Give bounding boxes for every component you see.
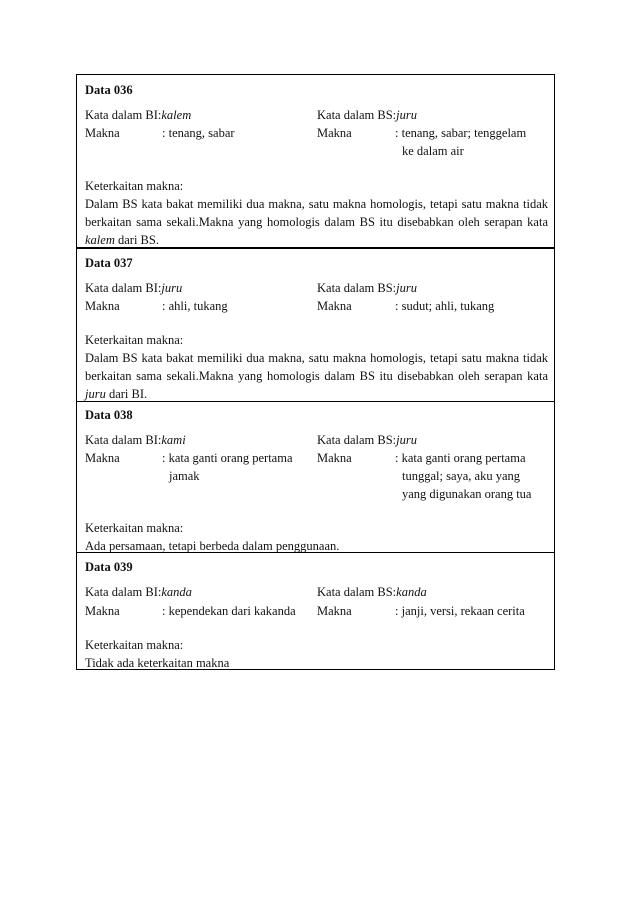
bi-meaning-line-1: : ahli, tukang [162, 299, 228, 313]
relation-text-part: dari BI. [105, 387, 148, 401]
entry-data-039 [77, 553, 554, 670]
bs-word-line [317, 433, 417, 448]
bi-meaning-line-1: : kependekan dari kakanda [162, 604, 296, 618]
relation-text [85, 349, 548, 403]
makna-label-right: Makna [317, 451, 352, 465]
entry-title: Data 037 [85, 256, 133, 270]
bs-label: Kata dalam BS: [317, 108, 397, 122]
makna-label-right: Makna [317, 126, 352, 140]
entry-title: Data 036 [85, 83, 133, 97]
makna-label-left: Makna [85, 299, 120, 313]
bi-word-line [85, 585, 192, 600]
bs-word-line [317, 281, 417, 296]
entry-title: Data 039 [85, 560, 133, 574]
bi-label: Kata dalam BI: [85, 433, 162, 447]
bi-word: kami [161, 433, 186, 447]
bi-word: kanda [161, 585, 192, 599]
bi-word: juru [161, 281, 183, 295]
makna-label-left: Makna [85, 451, 120, 465]
relation-text [85, 195, 548, 249]
bs-label: Kata dalam BS: [317, 281, 397, 295]
entry-data-037 [77, 249, 554, 401]
bi-label: Kata dalam BI: [85, 585, 162, 599]
bs-word: juru [396, 433, 417, 447]
bs-meaning-line-1: : tenang, sabar; tenggelam [395, 126, 527, 140]
relation-label: Keterkaitan makna: [85, 179, 184, 193]
bs-word-line [317, 108, 417, 123]
relation-text-italic: juru [85, 387, 106, 401]
entry-title: Data 038 [85, 408, 133, 422]
bs-word: kanda [396, 585, 427, 599]
bs-meaning-line-2: tunggal; saya, aku yang [402, 469, 521, 483]
bs-meaning-line-1: : sudut; ahli, tukang [395, 299, 495, 313]
makna-label-right: Makna [317, 299, 352, 313]
bi-word-line [85, 433, 186, 448]
relation-text-part: Dalam BS kata bakat memiliki dua makna, satu makna homologis, tetapi satu makna tidak berkaitan sama sekali.Makna yang homologis dalam BS itu disebabkan oleh serapan kata [85, 197, 548, 229]
bs-word-line [317, 585, 427, 600]
bi-label: Kata dalam BI: [85, 108, 162, 122]
bs-meaning-line-2: ke dalam air [402, 144, 464, 158]
relation-label: Keterkaitan makna: [85, 333, 184, 347]
bi-word-line [85, 108, 191, 123]
relation-text-part: dari BS. [114, 233, 159, 247]
relation-text-italic: kalem [85, 233, 115, 247]
data-table [76, 74, 555, 670]
bi-meaning-line-1: : kata ganti orang pertama [162, 451, 293, 465]
bs-word: juru [396, 108, 417, 122]
bi-word-line [85, 281, 182, 296]
makna-label-right: Makna [317, 604, 352, 618]
relation-label: Keterkaitan makna: [85, 521, 184, 535]
bi-meaning-line-1: : tenang, sabar [162, 126, 235, 140]
relation-text-part: Dalam BS kata bakat memiliki dua makna, satu makna homologis, tetapi satu makna tidak berkaitan sama sekali.Makna yang homologis dalam BS itu disebabkan oleh serapan kata [85, 351, 548, 383]
makna-label-left: Makna [85, 126, 120, 140]
relation-text: Tidak ada keterkaitan makna [85, 656, 230, 670]
makna-label-left: Makna [85, 604, 120, 618]
bs-word: juru [396, 281, 417, 295]
entry-data-036 [77, 75, 554, 248]
bs-label: Kata dalam BS: [317, 585, 397, 599]
bi-label: Kata dalam BI: [85, 281, 162, 295]
bs-label: Kata dalam BS: [317, 433, 397, 447]
bs-meaning-line-1: : kata ganti orang pertama [395, 451, 526, 465]
bs-meaning-line-3: yang digunakan orang tua [402, 487, 532, 501]
relation-label: Keterkaitan makna: [85, 638, 184, 652]
bi-meaning-line-2: jamak [169, 469, 200, 483]
bs-meaning-line-1: : janji, versi, rekaan cerita [395, 604, 525, 618]
relation-text: Ada persamaan, tetapi berbeda dalam penggunaan. [85, 539, 340, 553]
entry-data-038 [77, 402, 554, 552]
bi-word: kalem [161, 108, 192, 122]
